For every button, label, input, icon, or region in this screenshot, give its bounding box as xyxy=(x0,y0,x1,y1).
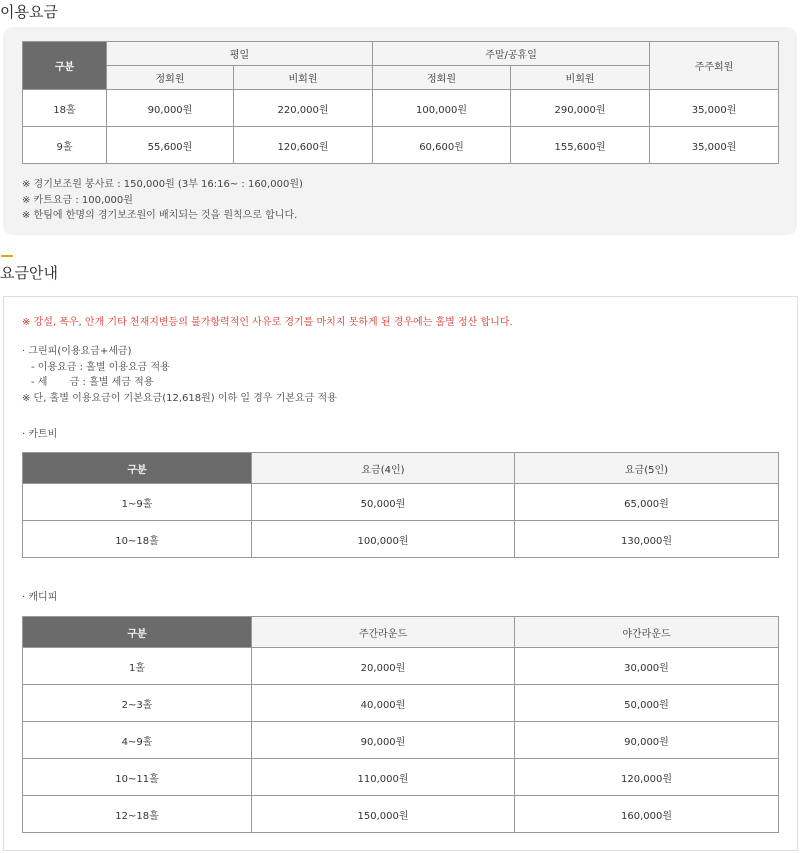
cell-value: 90,000원 xyxy=(252,722,515,759)
row-label: 2~3홀 xyxy=(23,685,252,722)
table-row xyxy=(23,90,779,127)
cell-value: 65,000원 xyxy=(515,484,779,521)
green-fee-note: ※ 단, 홀별 이용요금이 기본요금(12,618원) 이하 일 경우 기본요금 적용 xyxy=(22,392,337,404)
header-fee-4: 요금(4인) xyxy=(252,453,515,484)
row-label: 9홀 xyxy=(23,127,107,164)
table-row xyxy=(23,484,779,521)
table-header-row xyxy=(23,453,779,484)
cell-value: 90,000원 xyxy=(515,722,779,759)
header-night-round: 야간라운드 xyxy=(515,617,779,648)
cell-value: 130,000원 xyxy=(515,521,779,558)
header-category: 구분 xyxy=(23,453,252,484)
row-label: 4~9홀 xyxy=(23,722,252,759)
cell-value: 50,000원 xyxy=(252,484,515,521)
weather-warning: ※ 강설, 폭우, 안개 기타 천재지변등의 불가항력적인 사유로 경기를 마치지 못하게 된 경우에는 홀별 정산 합니다. xyxy=(22,317,513,328)
section-title-usage-fee: 이용요금 xyxy=(0,3,58,21)
cell-value: 90,000원 xyxy=(107,90,234,127)
cell-value: 40,000원 xyxy=(252,685,515,722)
table-row xyxy=(23,648,779,685)
caddie-fee-label: · 캐디피 xyxy=(22,592,58,603)
row-label: 10~18홀 xyxy=(23,521,252,558)
cell-value: 60,600원 xyxy=(373,127,511,164)
cell-value: 120,000원 xyxy=(515,759,779,796)
cell-value: 50,000원 xyxy=(515,685,779,722)
header-weekend-member: 정회원 xyxy=(373,66,511,90)
cell-value: 35,000원 xyxy=(650,127,779,164)
cell-value: 110,000원 xyxy=(252,759,515,796)
table-header-row xyxy=(23,42,779,66)
cart-fee-label: · 카트비 xyxy=(22,429,58,440)
note-caddie-fee: ※ 경기보조원 봉사료 : 150,000원 (3부 16:16~ : 160,000원) xyxy=(22,179,303,190)
cell-value: 100,000원 xyxy=(373,90,511,127)
section-accent-bar xyxy=(1,255,13,257)
row-label: 1홀 xyxy=(23,648,252,685)
header-category: 구분 xyxy=(23,617,252,648)
cell-value: 35,000원 xyxy=(650,90,779,127)
green-fee-info xyxy=(22,344,337,406)
header-weekly-member: 주주회원 xyxy=(650,42,779,90)
header-weekend-holiday: 주말/공휴일 xyxy=(373,42,650,66)
row-label: 10~11홀 xyxy=(23,759,252,796)
usage-fee-table xyxy=(22,41,779,164)
header-fee-5: 요금(5인) xyxy=(515,453,779,484)
cart-fee-table xyxy=(22,452,779,558)
green-fee-line-tax: - 세 금 : 홀별 세금 적용 xyxy=(31,377,154,388)
green-fee-line-usage: - 이용요금 : 홀별 이용요금 적용 xyxy=(31,361,170,373)
cell-value: 290,000원 xyxy=(511,90,650,127)
table-row xyxy=(23,685,779,722)
row-label: 12~18홀 xyxy=(23,796,252,833)
usage-fee-notes xyxy=(22,177,303,224)
cell-value: 55,600원 xyxy=(107,127,234,164)
header-weekend-nonmember: 비회원 xyxy=(511,66,650,90)
row-label: 18홀 xyxy=(23,90,107,127)
note-cart-fee: ※ 카트요금 : 100,000원 xyxy=(22,194,133,206)
table-row xyxy=(23,127,779,164)
section-title-fee-guide: 요금안내 xyxy=(0,264,58,282)
table-row xyxy=(23,796,779,833)
cell-value: 20,000원 xyxy=(252,648,515,685)
table-row xyxy=(23,759,779,796)
header-day-round: 주간라운드 xyxy=(252,617,515,648)
cell-value: 120,600원 xyxy=(234,127,373,164)
table-row xyxy=(23,521,779,558)
green-fee-heading: · 그린피(이용요금+세금) xyxy=(22,346,132,357)
cell-value: 160,000원 xyxy=(515,796,779,833)
table-header-row xyxy=(23,617,779,648)
cell-value: 220,000원 xyxy=(234,90,373,127)
header-weekday-member: 정회원 xyxy=(107,66,234,90)
header-weekday-nonmember: 비회원 xyxy=(234,66,373,90)
row-label: 1~9홀 xyxy=(23,484,252,521)
caddie-fee-table xyxy=(22,616,779,833)
header-weekday: 평일 xyxy=(107,42,373,66)
header-category: 구분 xyxy=(23,42,107,90)
cell-value: 30,000원 xyxy=(515,648,779,685)
cell-value: 100,000원 xyxy=(252,521,515,558)
table-row xyxy=(23,722,779,759)
cell-value: 155,600원 xyxy=(511,127,650,164)
cell-value: 150,000원 xyxy=(252,796,515,833)
note-caddie-policy: ※ 한팀에 한명의 경기보조원이 배치되는 것을 원칙으로 합니다. xyxy=(22,210,298,221)
